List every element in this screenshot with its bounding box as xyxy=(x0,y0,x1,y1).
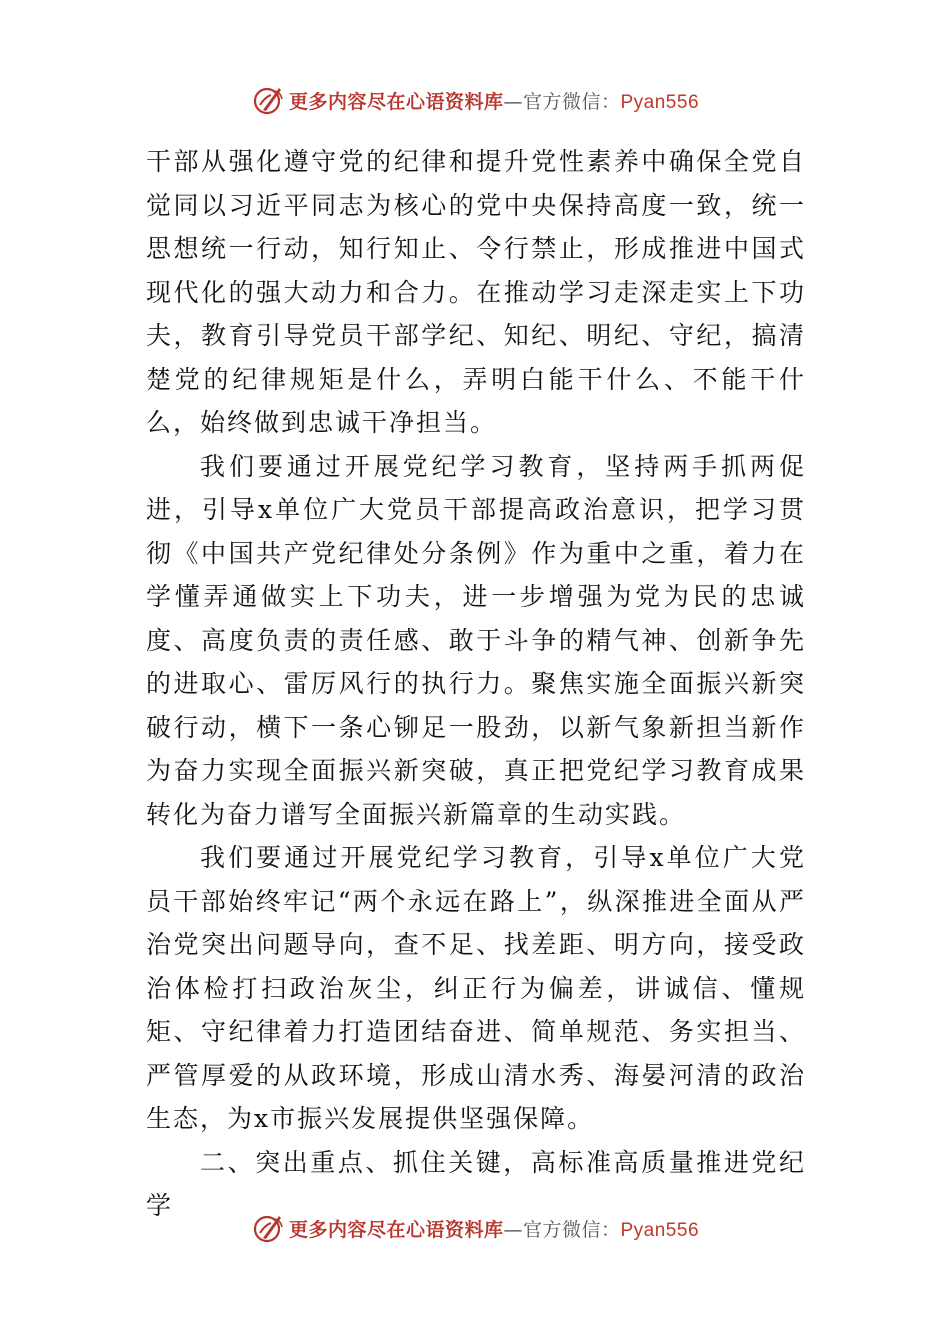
paragraph-strict-governance: 我们要通过开展党纪学习教育，引导x单位广大党员干部始终牢记“两个永远在路上”，纵深推进全面从严治党突出问题导向，查不足、找差距、明方向，接受政治体检打扫政治灰尘，纠正行为偏差，讲诚信、懂规矩、守纪律着力打造团结奋进、简单规范、务实担当、严管厚爱的从政环境，形成山清水秀、海晏河清的政治生态，为x市振兴发展提供坚强保障。 xyxy=(146,843,806,1133)
banner-title: 更多内容尽在心语资料库 xyxy=(288,1218,504,1241)
banner-wechat-id: Pyan556 xyxy=(620,91,700,113)
pen-circle-logo-icon xyxy=(251,83,285,117)
banner-title: 更多内容尽在心语资料库 xyxy=(288,90,504,113)
banner-wechat-id: Pyan556 xyxy=(620,1219,700,1241)
banner-text xyxy=(289,1215,699,1242)
header-banner xyxy=(0,80,950,120)
document-body xyxy=(146,140,806,1228)
pen-circle-logo-icon xyxy=(251,1211,285,1245)
section-heading-two: 二、突出重点、抓住关键，高标准高质量推进党纪学 xyxy=(146,1147,806,1220)
footer-banner xyxy=(0,1208,950,1248)
banner-label: 官方微信： xyxy=(522,90,621,113)
banner-text xyxy=(289,87,699,114)
banner-label: 官方微信： xyxy=(522,1218,621,1241)
paragraph-discipline-study: 我们要通过开展党纪学习教育，坚持两手抓两促进，引导x单位广大党员干部提高政治意识，把学习贯彻《中国共产党纪律处分条例》作为重中之重，着力在学懂弄通做实上下功夫，进一步增强为党为民的忠诚度、高度负责的责任感、敢于斗争的精气神、创新争先的进取心、雷厉风行的执行力。聚焦实施全面振兴新突破行动，横下一条心铆足一股劲，以新气象新担当新作为奋力实现全面振兴新突破，真正把党纪学习教育成果转化为奋力谱写全面振兴新篇章的生动实践。 xyxy=(146,451,806,829)
banner-separator: — xyxy=(503,90,523,113)
banner-separator: — xyxy=(503,1218,523,1241)
paragraph-continued: 干部从强化遵守党的纪律和提升党性素养中确保全党自觉同以习近平同志为核心的党中央保持高度一致，统一思想统一行动，知行知止、令行禁止，形成推进中国式现代化的强大动力和合力。在推动学习走深走实上下功夫，教育引导党员干部学纪、知纪、明纪、守纪，搞清楚党的纪律规矩是什么，弄明白能干什么、不能干什么，始终做到忠诚干净担当。 xyxy=(146,147,806,437)
